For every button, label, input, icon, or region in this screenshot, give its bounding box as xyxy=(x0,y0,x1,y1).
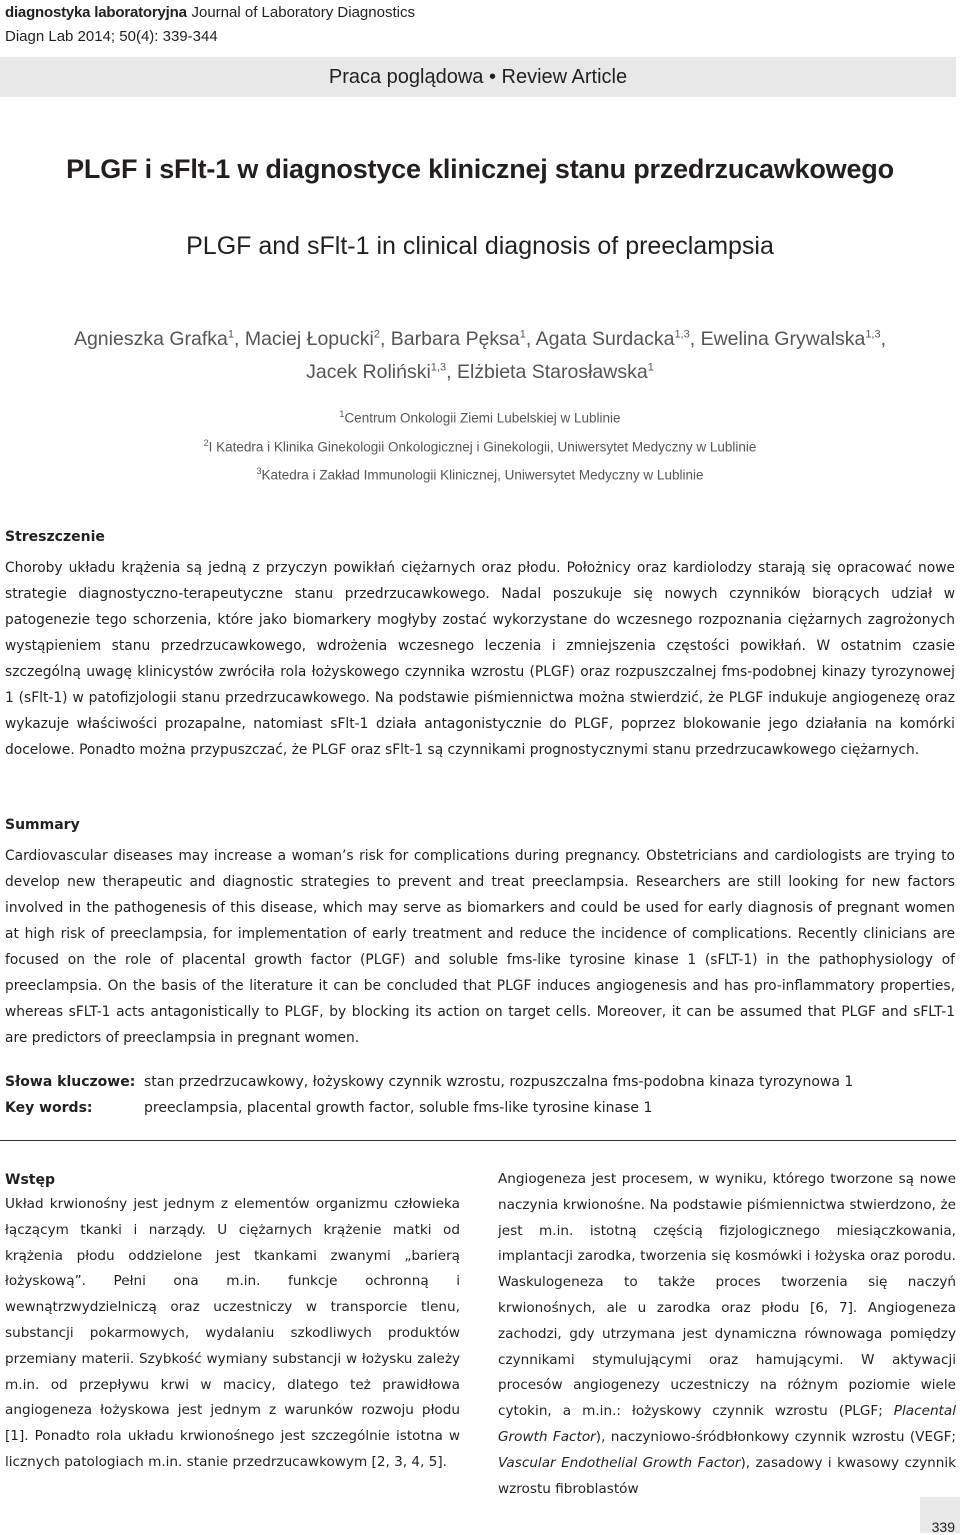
journal-header xyxy=(5,3,415,22)
title-english: PLGF and sFlt-1 in clinical diagnosis of preeclampsia xyxy=(186,232,774,260)
keywords-english xyxy=(5,1097,652,1119)
affiliation-item: $^2$I Katedra i Klinika Ginekologii Onkologicznej i Ginekologii, Uniwersytet Medyczny w Lublinie xyxy=(203,437,757,454)
summary-text: Cardiovascular diseases may increase a woman’s risk for complications during pregnancy. Obstetricians and cardiologists are trying to develop new therapeutic and diagnostic strategies to prevent and treat preeclampsia. Researchers are still looking for new factors involved in the pathogenesis of this disease, which may serve as biomarkers and could be used for early diagnosis of pregnant women at high risk of preeclampsia, for implementation of early treatment and reduce the incidence of complications. Recently clinicians are focused on the role of placental growth factor (PLGF) and soluble fms-like tyrosine kinase 1 (sFLT-1) in the pathophysiology of preeclampsia. On the basis of the literature it can be concluded that PLGF induces angiogenesis and has pro-inflammatory properties, whereas sFLT-1 acts antagonistically to PLGF, by blocking its action on target cells. Moreover, it can be assumed that PLGF and sFLT-1 are predictors of preeclampsia in pregnant women. xyxy=(5,848,955,1046)
article-type: Praca poglądowa • Review Article xyxy=(328,66,628,88)
intro-column-right xyxy=(498,1167,956,1502)
author: Barbara Pęksa$^1$, xyxy=(390,327,536,350)
keywords-text: stan przedrzucawkowy, łożyskowy czynnik wzrostu, rozpuszczalna fms-podobna kinaza tyrozynowa 1 xyxy=(144,1074,854,1090)
article-type-bar xyxy=(0,57,956,97)
summary-heading: Summary xyxy=(5,817,80,833)
journal-name: Journal of Laboratory Diagnostics xyxy=(191,4,415,21)
author: Agata Surdacka$^{1,3}$, xyxy=(535,327,701,350)
author: Jacek Roliński$^{1,3}$, xyxy=(306,361,457,383)
citation: Diagn Lab 2014; 50(4): 339-344 xyxy=(5,28,218,45)
author: Agnieszka Grafka$^1$, xyxy=(73,327,245,350)
angiogenesis-paragraph: Angiogeneza jest procesem, w wyniku, którego tworzone są nowe naczynia krwionośne. Na podstawie piśmiennictwa stwierdzono, że jest m.in. istotną częścią fizjologicznego miesiączkowania, implantacji zarodka, tworzenia się kosmówki i łożyska oraz porodu. Waskulogeneza to także proces tworzenia się naczyń krwionośnych, ale u zarodka oraz płodu [6, 7]. Angiogeneza zachodzi, gdy utrzymana jest dynamiczna równowaga pomiędzy czynnikami stymulującymi oraz hamującymi. W aktywacji procesów angiogenezy uczestniczy na różnym poziomie wiele cytokin, a m.in.: łożyskowy czynnik wzrostu (PLGF; Placental Growth Factor), naczyniowo-śródbłonkowy czynnik wzrostu (VEGF; Vascular Endothelial Growth Factor), zasadowy i kwasowy czynnik wzrostu fibroblastów xyxy=(498,1171,957,1497)
abstract-polish xyxy=(5,527,955,763)
author: Maciej Łopucki$^2$, xyxy=(244,327,391,350)
affiliation-item: $^1$Centrum Onkologii Ziemi Lubelskiej w Lublinie xyxy=(339,409,621,426)
author-list xyxy=(20,320,940,387)
affiliations xyxy=(0,402,960,488)
abstract-heading: Streszczenie xyxy=(5,529,105,545)
intro-heading: Wstęp xyxy=(5,1172,55,1188)
keywords-text: preeclampsia, placental growth factor, soluble fms-like tyrosine kinase 1 xyxy=(144,1100,653,1116)
divider xyxy=(0,1140,956,1141)
author: Elżbieta Starosławska$^1$ xyxy=(456,361,654,383)
abstract-english xyxy=(5,815,955,1051)
affiliation-item: $^3$Katedra i Zakład Immunologii Klinicznej, Uniwersytet Medyczny w Lublinie xyxy=(256,466,704,483)
intro-column-left xyxy=(5,1170,460,1476)
title-polish: PLGF i sFlt-1 w diagnostyce klinicznej stanu przedrzucawkowego xyxy=(66,154,894,184)
page-number: 339 xyxy=(931,1519,955,1535)
keywords-label: Słowa kluczowe: xyxy=(5,1074,136,1090)
abstract-text: Choroby układu krążenia są jedną z przyczyn powikłań ciężarnych oraz płodu. Położnicy oraz kardiolodzy starają się opracować nowe strategie diagnostyczno-terapeutyczne stanu przedrzucawkowego. Nadal poszukuje się nowych czynników biorących udział w patogenezie tego schorzenia, które jako biomarkery mogłyby zostać wykorzystane do wczesnego rozpoznania ciężarnych zagrożonych wystąpieniem stanu przedrzucawkowego, wdrożenia wczesnego leczenia i zmniejszenia częstości powikłań. W ostatnim czasie szczególną uwagę klinicystów zwróciła rola łożyskowego czynnika wzrostu (PLGF) oraz rozpuszczalnej fms-podobnej kinazy tyrozynowej 1 (sFlt-1) w patofizjologii stanu przedrzucawkowego. Na podstawie piśmiennictwa można stwierdzić, że PLGF indukuje angiogenezę oraz wykazuje właściwości prozapalne, natomiast sFlt-1 działa antagonistycznie do PLGF, poprzez blokowanie jego działania na komórki docelowe. Ponadto można przypuszczać, że PLGF oraz sFlt-1 są czynnikami prognostycznymi stanu przedrzucawkowego ciężarnych. xyxy=(5,560,955,758)
keywords-label: Key words: xyxy=(5,1100,93,1116)
intro-paragraph: Układ krwionośny jest jednym z elementów organizmu człowieka łączącym tkanki i narządy. U ciężarnych krążenie matki od krążenia płodu oddzielone jest tkankami zwanymi „barierą łożyskową”. Pełni ona m.in. funkcje ochronną i wewnątrzwydzielniczą oraz uczestniczy w transporcie tlenu, substancji pokarmowych, wydalaniu szkodliwych produktów przemiany materii. Szybkość wymiany substancji w łożysku zależy m.in. od przepływu krwi w macicy, dlatego też prawidłowa angiogeneza łożyskowa jest jednym z warunków rozwoju płodu [1]. Ponadto rola układu krwionośnego jest szczególnie istotna w licznych patologiach m.in. stanie przedrzucawkowym [2, 3, 4, 5]. xyxy=(5,1196,460,1470)
author: Ewelina Grywalska$^{1,3}$, xyxy=(700,327,887,350)
journal-brand: diagnostyka laboratoryjna xyxy=(5,4,187,21)
keywords-polish xyxy=(5,1071,853,1093)
